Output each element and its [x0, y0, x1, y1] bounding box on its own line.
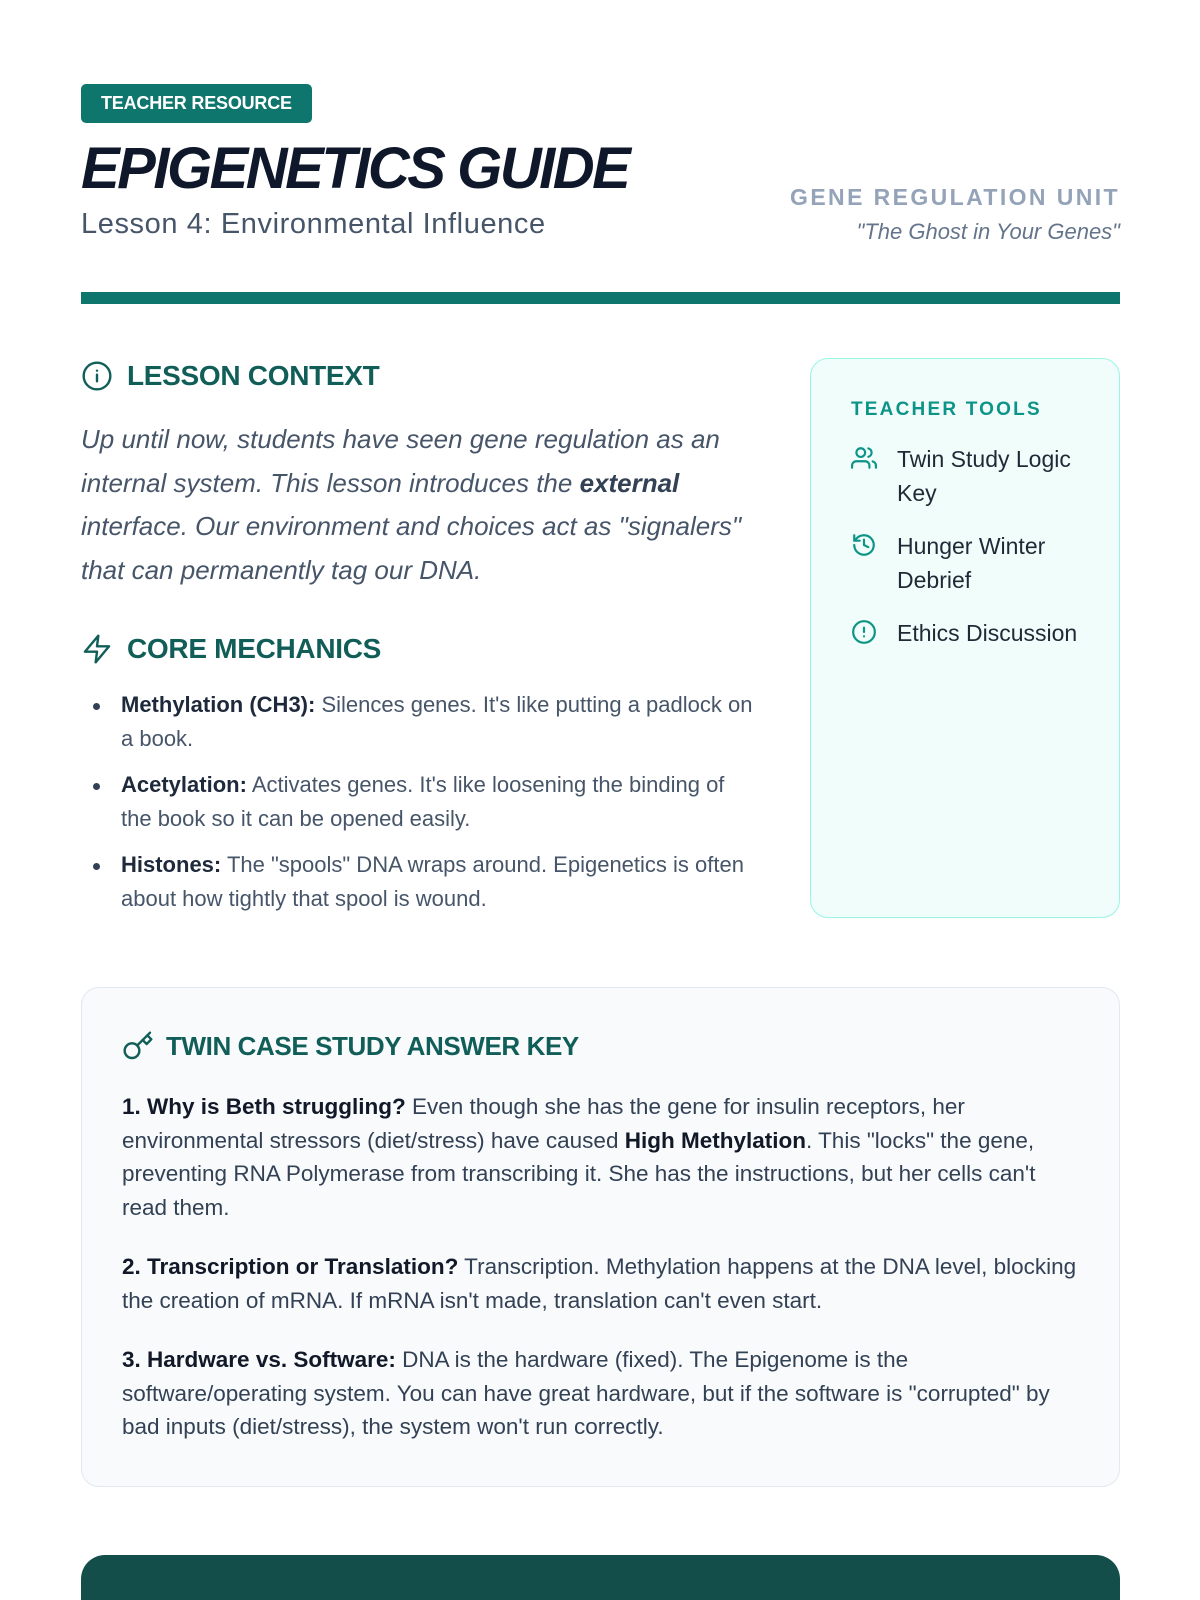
external-emphasis: external — [579, 467, 680, 498]
answer-key-title: TWIN CASE STUDY ANSWER KEY — [166, 1030, 579, 1061]
key-icon — [122, 1030, 154, 1062]
core-mechanics-title: CORE MECHANICS — [127, 633, 382, 664]
answer-key-heading — [122, 1030, 1079, 1062]
tool-twin-study-logic-key[interactable] — [851, 443, 1079, 510]
tool-label: Twin Study Logic Key — [897, 446, 1071, 506]
unit-quote: "The Ghost in Your Genes" — [856, 219, 1120, 244]
teacher-tools-panel — [810, 358, 1120, 918]
tool-ethics-discussion[interactable] — [851, 617, 1079, 651]
info-circle-icon — [81, 360, 113, 392]
unit-name: GENE REGULATION UNIT — [790, 184, 1120, 210]
core-mechanics-heading — [81, 633, 381, 665]
unit-info — [790, 184, 1120, 245]
history-icon — [851, 532, 877, 558]
tool-label: Hunger Winter Debrief — [897, 533, 1046, 593]
lesson-context-title: LESSON CONTEXT — [127, 360, 380, 391]
answer-key-card — [81, 987, 1120, 1487]
list-item: Methylation (CH3): Silences genes. It's like putting a padlock on a book. — [81, 688, 761, 755]
lesson-context-heading — [81, 360, 380, 392]
mechanics-list — [81, 688, 761, 928]
teacher-tools-title: TEACHER TOOLS — [851, 399, 1042, 420]
list-item: Histones: The "spools" DNA wraps around. Epigenetics is often about how tightly that spool is wound. — [81, 848, 761, 915]
users-icon — [851, 445, 877, 471]
answer-item: 1. Why is Beth struggling? Even though she has the gene for insulin receptors, her environmental stressors (diet/stress) have caused High Methylation. This "locks" the gene, preventing RNA Polymerase from transcribing it. She has the instructions, but her cells can't read them. — [122, 1094, 1036, 1220]
list-item: Acetylation: Activates genes. It's like loosening the binding of the book so it can be opened easily. — [81, 768, 761, 835]
lesson-subtitle: Lesson 4: Environmental Influence — [81, 208, 546, 240]
page-title: EPIGENETICS GUIDE — [81, 136, 629, 201]
tool-hunger-winter-debrief[interactable] — [851, 530, 1079, 597]
alert-circle-icon — [851, 619, 877, 645]
teacher-resource-badge: TEACHER RESOURCE — [81, 84, 312, 123]
tool-label: Ethics Discussion — [897, 620, 1078, 646]
lightning-icon — [81, 633, 113, 665]
answer-item: 3. Hardware vs. Software: DNA is the hardware (fixed). The Epigenome is the software/operating system. You can have great hardware, but if the software is "corrupted" by bad inputs (diet/stress), the system won't run correctly. — [122, 1347, 1050, 1439]
footer-banner — [81, 1555, 1120, 1600]
header-divider — [81, 292, 1120, 304]
lesson-context-text: Up until now, students have seen gene regulation as an internal system. This lesson introduces the external interface. Our environment and choices act as "signalers" that can permanently tag our DNA. — [81, 424, 742, 585]
answer-item: 2. Transcription or Translation? Transcription. Methylation happens at the DNA level, blocking the creation of mRNA. If mRNA isn't made, translation can't even start. — [122, 1254, 1077, 1313]
